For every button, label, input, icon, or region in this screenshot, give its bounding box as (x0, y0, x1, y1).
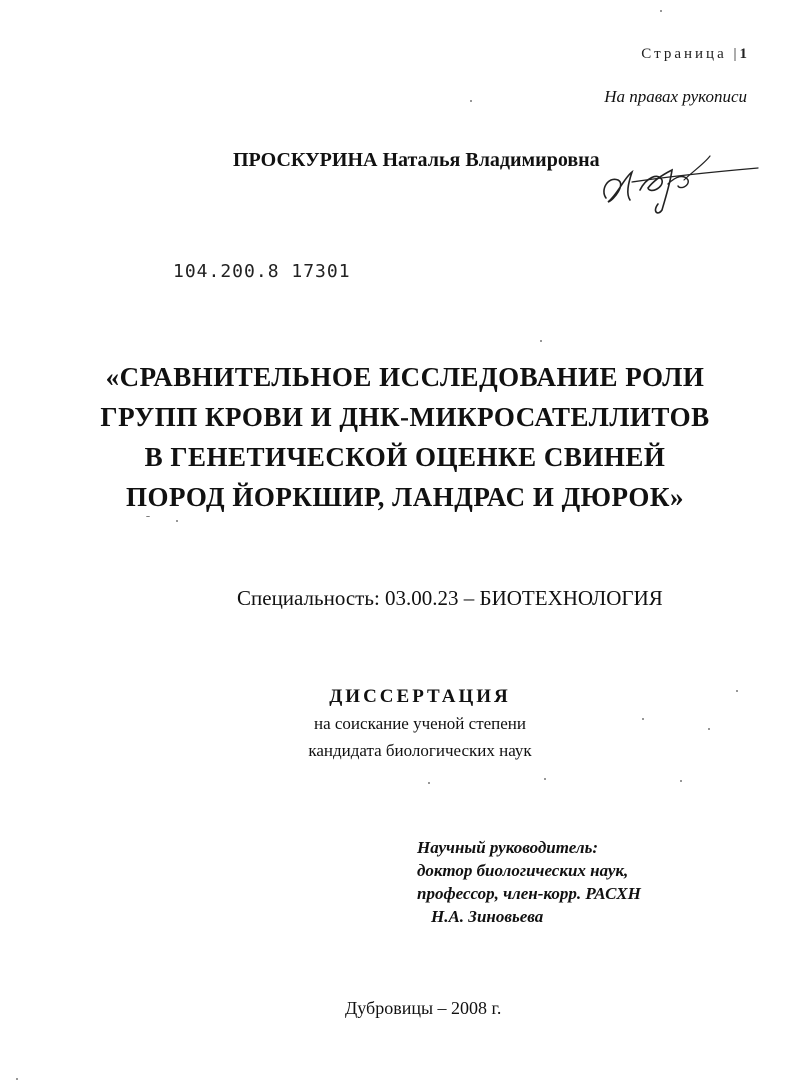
scan-speck (642, 718, 644, 720)
scan-speck (660, 10, 662, 12)
scan-speck (146, 516, 150, 517)
supervisor-position: профессор, член-корр. РАСХН (417, 884, 641, 903)
author-name: ПРОСКУРИНА Наталья Владимировна (233, 149, 600, 171)
place-and-year: Дубровицы – 2008 г. (345, 998, 502, 1018)
title-line: В ГЕНЕТИЧЕСКОЙ ОЦЕНКЕ СВИНЕЙ (144, 442, 666, 472)
page-separator: | (733, 46, 740, 62)
scan-speck (708, 728, 710, 730)
dissertation-heading: ДИССЕРТАЦИЯ (329, 686, 511, 707)
page-word: Страница (641, 46, 727, 62)
title-line: ПОРОД ЙОРКШИР, ЛАНДРАС И ДЮРОК» (126, 482, 684, 512)
scan-speck (540, 340, 542, 342)
degree-name-line: кандидата биологических наук (308, 741, 532, 760)
dissertation-block (270, 684, 570, 764)
page-number: 1 (739, 46, 747, 62)
signature-image (592, 150, 762, 220)
manuscript-rights-note: На правах рукописи (604, 87, 747, 106)
scan-speck (428, 782, 430, 784)
scan-speck (470, 100, 472, 102)
scan-speck (176, 520, 178, 522)
title-line: «СРАВНИТЕЛЬНОЕ ИССЛЕДОВАНИЕ РОЛИ (105, 362, 705, 392)
scan-speck (736, 690, 738, 692)
scan-speck (544, 778, 546, 780)
supervisor-degree: доктор биологических наук, (417, 861, 629, 880)
supervisor-name: Н.А. Зиновьева (431, 907, 544, 926)
scan-speck (16, 1078, 18, 1080)
catalog-number: 104.200.8 17301 (173, 261, 351, 282)
title-line: ГРУПП КРОВИ И ДНК-МИКРОСАТЕЛЛИТОВ (100, 402, 710, 432)
page-number-label (641, 46, 747, 63)
degree-purpose-line: на соискание ученой степени (313, 714, 527, 733)
dissertation-title (60, 357, 750, 517)
specialty-line: Специальность: 03.00.23 – БИОТЕХНОЛОГИЯ (237, 586, 663, 610)
scan-speck (680, 780, 682, 782)
supervisor-role: Научный руководитель: (417, 838, 599, 857)
supervisor-block (417, 836, 641, 928)
